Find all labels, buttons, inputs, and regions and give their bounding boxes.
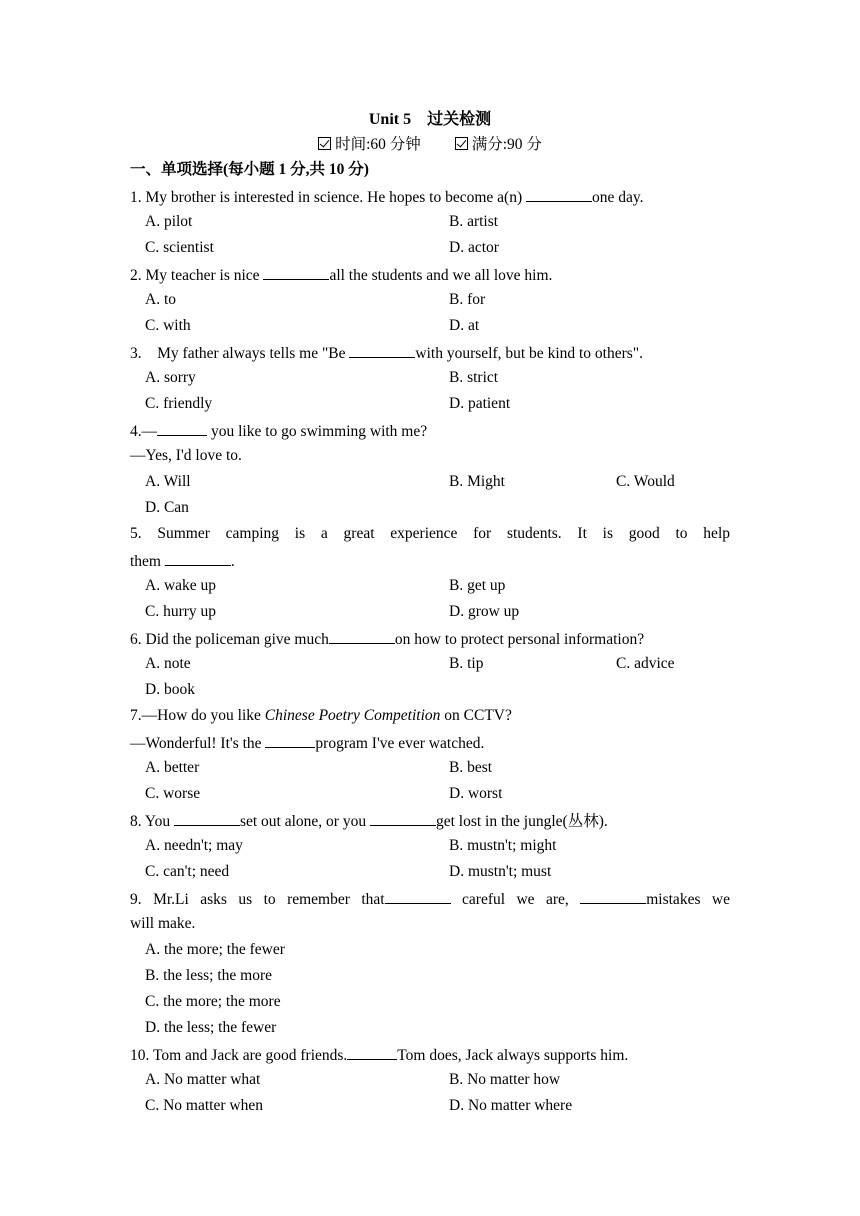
program-title: Chinese Poetry Competition [264, 707, 441, 724]
question-text: 1. My brother is interested in science. He hopes to become a(n) [130, 189, 526, 206]
option-b: B. strict [449, 369, 499, 386]
question-text: 9. Mr.Li asks us to remember that [130, 891, 385, 908]
option-a: A. wake up [145, 577, 217, 594]
question-text: you like to go swimming with me? [207, 423, 428, 440]
option-a: A. better [145, 759, 200, 776]
question-text: with yourself, but be kind to others". [415, 345, 644, 362]
option-d: D. grow up [449, 603, 520, 620]
option-c: C. can't; need [145, 863, 230, 880]
option-c: C. Would [616, 473, 675, 490]
question-8 [130, 810, 608, 830]
question-text: get lost in the jungle(丛林). [435, 813, 608, 830]
question-text: program I've ever watched. [315, 735, 485, 752]
answer-blank [526, 186, 592, 202]
option-b: B. No matter how [449, 1071, 561, 1088]
question-4 [130, 420, 427, 440]
question-text: 4.— [130, 423, 158, 440]
option-b: B. mustn't; might [449, 837, 557, 854]
question-text: careful we are, [450, 891, 581, 908]
question-text: . [230, 553, 235, 570]
option-c: C. scientist [145, 239, 214, 256]
page-title: Unit 5 过关检测 [368, 111, 492, 128]
question-2 [130, 264, 552, 284]
question-text: set out alone, or you [239, 813, 370, 830]
option-d: D. Can [145, 499, 189, 516]
option-b: B. tip [449, 655, 484, 672]
question-5: 5. Summer camping is a great experience for students. It is good to help [130, 525, 730, 542]
question-10 [130, 1044, 628, 1064]
option-a: A. note [145, 655, 191, 672]
option-d: D. worst [449, 785, 503, 802]
option-b: B. for [449, 291, 486, 308]
question-7-response [130, 732, 484, 752]
question-1 [130, 186, 644, 206]
time-limit: 时间:60 分钟 [335, 136, 421, 153]
option-c: C. friendly [145, 395, 213, 412]
option-a: A. needn't; may [145, 837, 243, 854]
full-score: 满分:90 分 [471, 136, 542, 153]
answer-blank [263, 264, 329, 280]
checkbox-icon [455, 137, 468, 150]
question-3 [130, 342, 643, 362]
answer-blank [385, 888, 451, 904]
answer-blank [174, 810, 240, 826]
option-d: D. patient [449, 395, 511, 412]
answer-blank [165, 550, 231, 566]
answer-blank [265, 732, 315, 748]
question-5-continued [130, 550, 235, 570]
option-b: B. the less; the more [145, 967, 272, 984]
question-text: on CCTV? [440, 707, 512, 724]
question-text: 6. Did the policeman give much [130, 631, 329, 648]
option-b: B. get up [449, 577, 506, 594]
question-text: them [130, 553, 165, 570]
option-d: D. the less; the fewer [145, 1019, 277, 1036]
answer-blank [157, 420, 207, 436]
question-text: on how to protect personal information? [394, 631, 645, 648]
option-c: C. with [145, 317, 191, 334]
question-text: 8. You [130, 813, 174, 830]
option-c: C. worse [145, 785, 201, 802]
question-text: 2. My teacher is nice [130, 267, 264, 284]
question-text: 10. Tom and Jack are good friends. [130, 1047, 348, 1064]
question-text: mistakes we [646, 891, 730, 908]
option-a: A. Will [145, 473, 191, 490]
question-7 [130, 706, 512, 726]
option-a: A. No matter what [145, 1071, 261, 1088]
question-text: one day. [591, 189, 644, 206]
question-text: —Wonderful! It's the [130, 735, 266, 752]
option-c: C. hurry up [145, 603, 217, 620]
checkbox-icon [318, 137, 331, 150]
option-c: C. the more; the more [145, 993, 281, 1010]
question-text: Tom does, Jack always supports him. [397, 1047, 629, 1064]
option-a: A. to [145, 291, 176, 308]
question-9 [130, 888, 730, 908]
answer-blank [580, 888, 646, 904]
question-text: 7.—How do you like [130, 707, 265, 724]
question-9-continued: will make. [130, 915, 196, 932]
question-text: 3. My father always tells me "Be [130, 345, 350, 362]
option-d: D. actor [449, 239, 499, 256]
option-b: B. artist [449, 213, 499, 230]
section-heading: 一、单项选择(每小题 1 分,共 10 分) [130, 161, 369, 178]
option-a: A. sorry [145, 369, 196, 386]
answer-blank [329, 628, 395, 644]
option-a: A. the more; the fewer [145, 941, 285, 958]
answer-blank [347, 1044, 397, 1060]
option-d: D. No matter where [449, 1097, 573, 1114]
option-b: B. Might [449, 473, 505, 490]
answer-blank [349, 342, 415, 358]
option-b: B. best [449, 759, 493, 776]
exam-meta [0, 132, 860, 154]
option-d: D. at [449, 317, 480, 334]
question-text: all the students and we all love him. [329, 267, 553, 284]
question-4-response: —Yes, I'd love to. [130, 447, 242, 464]
option-d: D. book [145, 681, 195, 698]
option-d: D. mustn't; must [449, 863, 552, 880]
question-6 [130, 628, 644, 648]
option-c: C. advice [616, 655, 675, 672]
option-a: A. pilot [145, 213, 193, 230]
answer-blank [370, 810, 436, 826]
option-c: C. No matter when [145, 1097, 263, 1114]
